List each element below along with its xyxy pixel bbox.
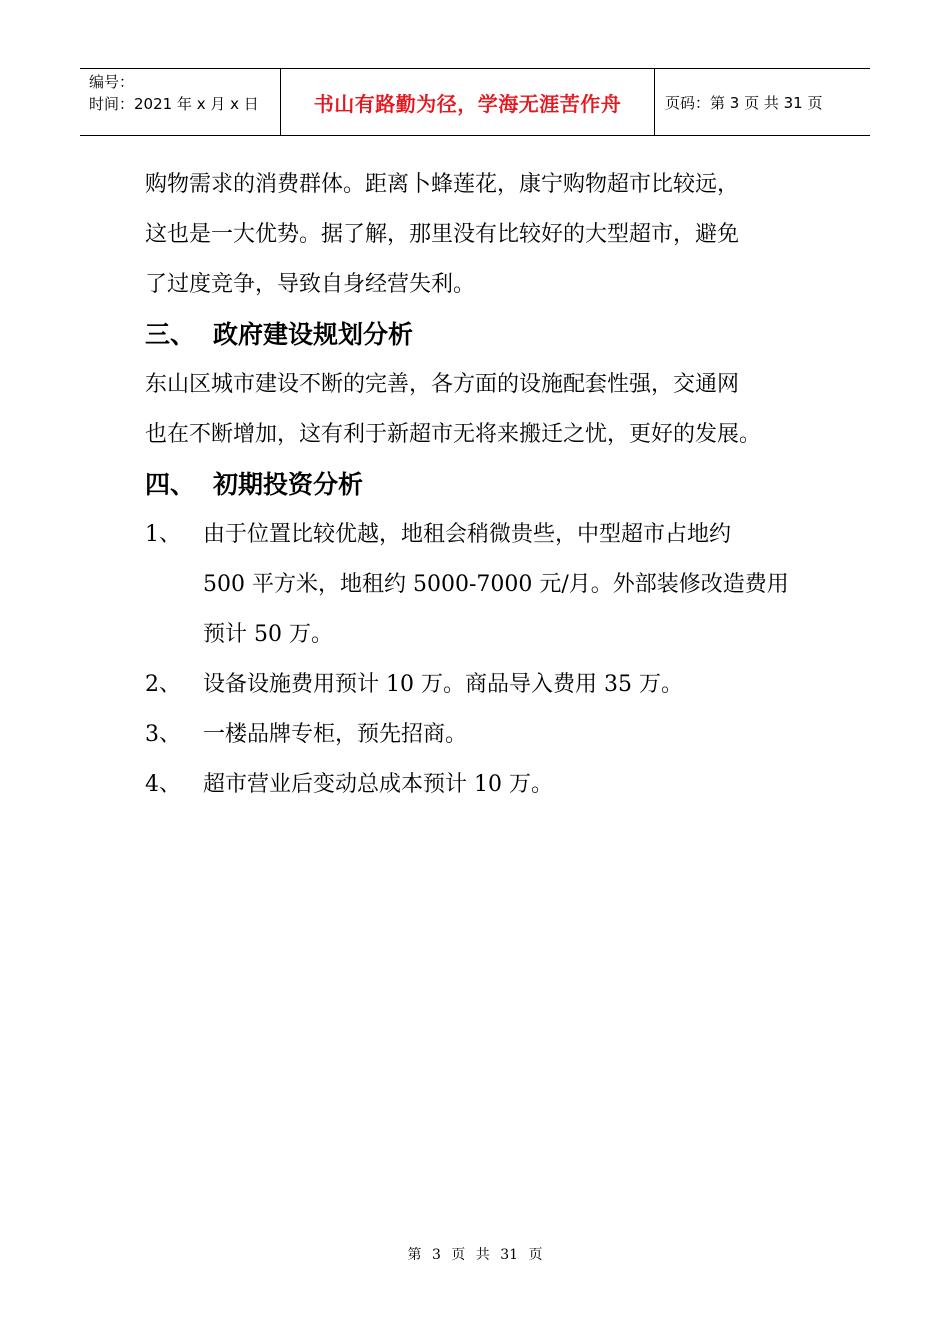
section-heading-4 [145, 460, 810, 510]
intro-line: 这也是一大优势。据了解，那里没有比较好的大型超市，避免 [145, 222, 740, 247]
list-text-line: 设备设施费用预计 10 万。商品导入费用 35 万。 [203, 672, 683, 697]
section-number: 三、 [145, 320, 196, 349]
list-text [203, 510, 810, 660]
header-meta [80, 69, 281, 135]
list-text-line: 500 平方米，地租约 5000-7000 元/月。外部装修改造费用 [203, 572, 789, 597]
section-3-line: 东山区城市建设不断的完善，各方面的设施配套性强，交通网 [145, 372, 740, 397]
list-text-line: 一楼品牌专柜，预先招商。 [203, 722, 468, 747]
list-text-line: 超市营业后变动总成本预计 10 万。 [203, 772, 553, 797]
list-item [145, 510, 810, 660]
list-text-line: 预计 50 万。 [203, 622, 333, 647]
header-motto: 书山有路勤为径，学海无涯苦作舟 [313, 91, 622, 116]
list-text [203, 710, 810, 760]
intro-line: 购物需求的消费群体。距离卜蜂莲花，康宁购物超市比较远， [145, 172, 740, 197]
header-id-label: 编号： [89, 73, 135, 91]
header-motto-cell [281, 69, 655, 135]
list-text-line: 由于位置比较优越，地租会稍微贵些，中型超市占地约 [203, 522, 732, 547]
section-heading-3 [145, 310, 810, 360]
list-text [203, 660, 810, 710]
document-body [145, 160, 810, 810]
list-number: 1、 [145, 522, 181, 547]
section-3-line: 也在不断增加，这有利于新超市无将来搬迁之忧，更好的发展。 [145, 422, 762, 447]
list-item [145, 660, 810, 710]
header-date-label: 时间：2021 年 x 月 x 日 [89, 95, 259, 113]
list-number: 2、 [145, 672, 181, 697]
list-item [145, 710, 810, 760]
list-number: 3、 [145, 722, 181, 747]
list-number: 4、 [145, 772, 181, 797]
list-item [145, 760, 810, 810]
list-text [203, 760, 810, 810]
section-number: 四、 [145, 470, 196, 499]
header-page-info: 页码：第 3 页 共 31 页 [665, 93, 823, 112]
page-header [80, 68, 870, 136]
section-title: 政府建设规划分析 [213, 320, 414, 349]
intro-line: 了过度竞争，导致自身经营失利。 [145, 272, 476, 297]
section-title: 初期投资分析 [213, 470, 364, 499]
page-footer: 第 3 页 共 31 页 [407, 1247, 543, 1263]
